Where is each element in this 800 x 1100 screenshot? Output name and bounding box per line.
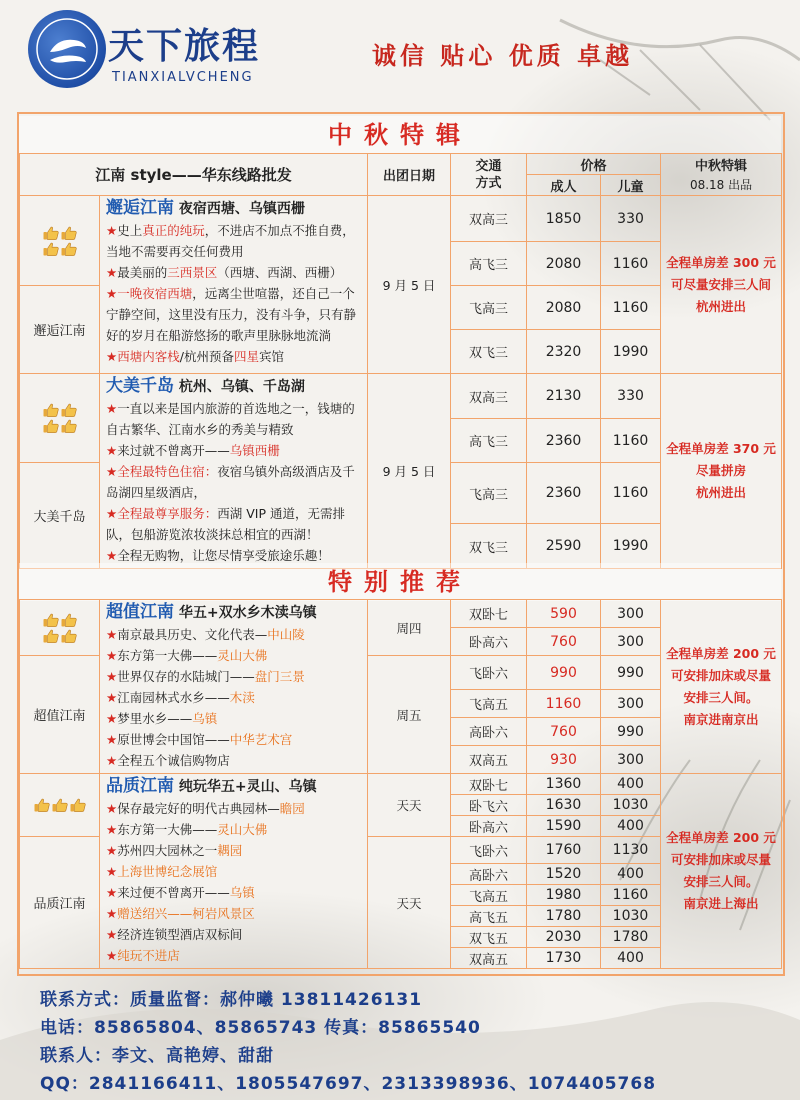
- adult-price: 2130: [527, 374, 601, 419]
- package-feature-line: ★南京最具历史、文化代表—中山陵: [106, 627, 305, 642]
- adult-header: 成人: [527, 175, 601, 196]
- package-feature-line: ★全程最特色住宿：夜宿乌镇外高级酒店及千岛湖四星级酒店，: [106, 464, 355, 500]
- transport-cell: 飞卧六: [451, 656, 527, 690]
- package-subtitle: 华五+双水乡木渎乌镇: [174, 605, 317, 621]
- brand-name: 天下旅程: [108, 26, 261, 67]
- note-line: 可安排加床或尽量: [670, 667, 771, 683]
- adult-price: 1160: [527, 690, 601, 718]
- package-description: [100, 774, 368, 969]
- child-price: 300: [601, 600, 661, 628]
- note-line: 南京进南京出: [683, 711, 759, 727]
- recommend-table: [19, 599, 782, 969]
- note-line: 全程单房差 200 元: [666, 645, 776, 661]
- package-feature-line: ★保存最完好的明代古典园林—瞻园: [106, 801, 305, 816]
- package-feature-line: ★全程最尊享服务：西湖 VIP 通道，无需排队，包船游览浓妆淡抹总相宜的西湖！: [106, 506, 345, 542]
- transport-cell: 双高五: [451, 948, 527, 969]
- child-price: 1130: [601, 837, 661, 864]
- departure-header: 出团日期: [368, 154, 451, 196]
- transport-cell: 飞高三: [451, 463, 527, 524]
- transport-cell: 双飞五: [451, 927, 527, 948]
- transport-cell: 双高三: [451, 196, 527, 242]
- note-line: 安排三人间。: [683, 689, 759, 705]
- adult-price: 1730: [527, 948, 601, 969]
- package-title: 品质江南: [106, 776, 174, 796]
- transport-cell: 双高三: [451, 374, 527, 419]
- transport-cell: 双飞三: [451, 330, 527, 374]
- child-price: 990: [601, 656, 661, 690]
- departure-date: 9 月 5 日: [368, 196, 451, 374]
- transport-cell: 双高五: [451, 746, 527, 774]
- package-feature-line: ★东方第一大佛——灵山大佛: [106, 648, 268, 663]
- adult-price: 1760: [527, 837, 601, 864]
- departure-date: 天天: [368, 774, 451, 837]
- adult-price: 590: [527, 600, 601, 628]
- package-name: 品质江南: [20, 837, 100, 969]
- package-title: 邂逅江南: [106, 198, 174, 218]
- mid-autumn-table: [19, 153, 782, 569]
- adult-price: 2030: [527, 927, 601, 948]
- note-line: 可安排加床或尽量: [670, 852, 771, 867]
- child-price: 330: [601, 374, 661, 419]
- thumbs-up-icon: [20, 600, 100, 656]
- transport-cell: 卧高六: [451, 816, 527, 837]
- child-price: 400: [601, 774, 661, 795]
- adult-price: 1630: [527, 795, 601, 816]
- child-price: 1990: [601, 524, 661, 569]
- child-price: 1990: [601, 330, 661, 374]
- package-subtitle: 纯玩华五+灵山、乌镇: [174, 779, 317, 795]
- brand-pinyin: TIANXIALVCHENG: [112, 70, 254, 85]
- section-title-mid-autumn: 中秋特辑: [19, 116, 781, 154]
- transport-cell: 高卧六: [451, 864, 527, 885]
- transport-cell: 飞高五: [451, 885, 527, 906]
- section-title-recommend: 特别推荐: [19, 563, 781, 601]
- package-description: [100, 600, 368, 774]
- note-line: 全程单房差 200 元: [666, 830, 776, 845]
- adult-price: 1980: [527, 885, 601, 906]
- slogan: 诚信 贴心 优质 卓越: [372, 41, 634, 70]
- package-feature-line: ★原世博会中国馆——中华艺术宫: [106, 732, 293, 747]
- child-price: 1030: [601, 795, 661, 816]
- package-name: 邂逅江南: [20, 286, 100, 374]
- transport-cell: 双卧七: [451, 600, 527, 628]
- child-price: 1160: [601, 286, 661, 330]
- child-header: 儿童: [601, 175, 661, 196]
- adult-price: 990: [527, 656, 601, 690]
- package-feature-line: ★梦里水乡——乌镇: [106, 711, 218, 726]
- transport-cell: 高飞五: [451, 906, 527, 927]
- child-price: 400: [601, 864, 661, 885]
- adult-price: 760: [527, 628, 601, 656]
- package-feature-line: ★赠送绍兴——柯岩风景区: [106, 906, 255, 921]
- package-feature-line: ★纯玩不进店: [106, 948, 180, 963]
- note-line: 可尽量安排三人间: [671, 276, 772, 292]
- special-date: 08.18 出品: [661, 175, 782, 196]
- transport-cell: 飞高三: [451, 286, 527, 330]
- package-name: 大美千岛: [20, 463, 100, 569]
- adult-price: 2360: [527, 463, 601, 524]
- package-note: [661, 374, 782, 569]
- adult-price: 1590: [527, 816, 601, 837]
- adult-price: 2080: [527, 286, 601, 330]
- package-feature-line: ★东方第一大佛——灵山大佛: [106, 822, 268, 837]
- transport-cell: 卧飞六: [451, 795, 527, 816]
- package-feature-line: ★一直以来是国内旅游的首选地之一，钱塘的自古繁华、江南水乡的秀美与精致: [106, 401, 355, 437]
- note-line: 全程单房差 300 元: [666, 254, 776, 270]
- package-feature-line: ★经济连锁型酒店双标间: [106, 927, 243, 942]
- package-note: [661, 196, 782, 374]
- package-feature-line: ★上海世博纪念展馆: [106, 864, 218, 879]
- page-header: [0, 0, 800, 108]
- package-feature-line: ★苏州四大园林之一耦园: [106, 843, 243, 858]
- child-price: 1030: [601, 906, 661, 927]
- brand-logo-icon: [28, 10, 106, 88]
- transport-cell: 双卧七: [451, 774, 527, 795]
- child-price: 330: [601, 196, 661, 242]
- note-line: 杭州进出: [696, 485, 747, 500]
- package-name: 超值江南: [20, 656, 100, 774]
- child-price: 1160: [601, 885, 661, 906]
- package-note: [661, 774, 782, 969]
- transport-cell: 高卧六: [451, 718, 527, 746]
- package-feature-line: ★西塘内客栈/杭州预备四星宾馆: [106, 349, 284, 364]
- adult-price: 1360: [527, 774, 601, 795]
- note-line: 安排三人间。: [683, 874, 759, 889]
- package-feature-line: ★史上真正的纯玩，不进店不加点不推自费，当地不需要再交任何费用: [106, 223, 355, 259]
- child-price: 300: [601, 746, 661, 774]
- package-feature-line: ★来过就不曾离开——乌镇西栅: [106, 443, 280, 458]
- route-title: 江南 style——华东线路批发: [20, 154, 368, 196]
- package-subtitle: 杭州、乌镇、千岛湖: [174, 379, 305, 395]
- package-title: 大美千岛: [106, 376, 174, 396]
- package-feature-line: ★全程五个诚信购物店: [106, 753, 230, 768]
- departure-date: 周五: [368, 656, 451, 774]
- note-line: 杭州进出: [696, 298, 747, 314]
- child-price: 300: [601, 690, 661, 718]
- child-price: 1160: [601, 419, 661, 463]
- child-price: 990: [601, 718, 661, 746]
- transport-cell: 飞卧六: [451, 837, 527, 864]
- note-line: 全程单房差 370 元: [666, 441, 776, 456]
- thumbs-up-icon: [20, 196, 100, 286]
- adult-price: 1850: [527, 196, 601, 242]
- package-feature-line: ★来过便不曾离开——乌镇: [106, 885, 255, 900]
- contact-phone: 电话：85865804、85865743 传真：85865540: [40, 1018, 481, 1038]
- child-price: 1160: [601, 242, 661, 286]
- package-feature-line: ★最美丽的三西景区（西塘、西湖、西栅）: [106, 265, 343, 280]
- package-note: [661, 600, 782, 774]
- departure-date: 天天: [368, 837, 451, 969]
- thumbs-up-icon: [20, 774, 100, 837]
- special-header: 中秋特辑: [661, 154, 782, 175]
- child-price: 400: [601, 816, 661, 837]
- package-feature-line: ★江南园林式水乡——木渎: [106, 690, 255, 705]
- departure-date: 周四: [368, 600, 451, 656]
- child-price: 400: [601, 948, 661, 969]
- transport-cell: 高飞三: [451, 242, 527, 286]
- package-feature-line: ★世界仅存的水陆城门——盘门三景: [106, 669, 305, 684]
- transport-cell: 双飞三: [451, 524, 527, 569]
- adult-price: 1780: [527, 906, 601, 927]
- contact-persons: 联系人：李文、高艳婷、甜甜: [40, 1046, 274, 1066]
- package-feature-line: ★一晚夜宿西塘，远离尘世喧嚣，还自己一个宁静空间，这里没有压力，没有斗争，只有静好的岁月在船游悠扬的歌声里脉脉地流淌: [106, 286, 357, 343]
- adult-price: 2590: [527, 524, 601, 569]
- child-price: 1160: [601, 463, 661, 524]
- departure-date: 9 月 5 日: [368, 374, 451, 569]
- transport-header: 交通 方式: [451, 154, 527, 196]
- package-title: 超值江南: [106, 602, 174, 622]
- package-description: [100, 374, 368, 569]
- note-line: 尽量拼房: [696, 463, 747, 478]
- adult-price: 2360: [527, 419, 601, 463]
- contact-qq: QQ：2841166411、1805547697、2313398936、1074405768: [40, 1074, 657, 1094]
- child-price: 1780: [601, 927, 661, 948]
- adult-price: 930: [527, 746, 601, 774]
- adult-price: 760: [527, 718, 601, 746]
- package-feature-line: ★全程无购物，让您尽情享受旅途乐趣！: [106, 548, 330, 563]
- child-price: 300: [601, 628, 661, 656]
- package-subtitle: 夜宿西塘、乌镇西栅: [174, 201, 305, 217]
- price-header: 价格: [527, 154, 661, 175]
- thumbs-up-icon: [20, 374, 100, 463]
- adult-price: 2080: [527, 242, 601, 286]
- transport-cell: 高飞三: [451, 419, 527, 463]
- transport-cell: 飞高五: [451, 690, 527, 718]
- contact-quality: 联系方式：质量监督：郝仲曦 13811426131: [40, 990, 423, 1010]
- adult-price: 1520: [527, 864, 601, 885]
- transport-cell: 卧高六: [451, 628, 527, 656]
- adult-price: 2320: [527, 330, 601, 374]
- note-line: 南京进上海出: [683, 896, 759, 911]
- package-description: [100, 196, 368, 374]
